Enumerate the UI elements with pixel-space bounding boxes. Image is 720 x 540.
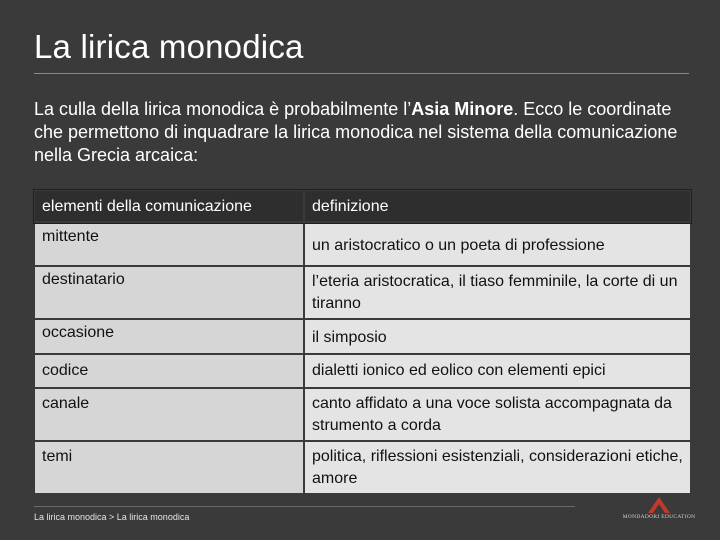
row-key: mittente: [34, 223, 304, 267]
intro-text-before: La culla della lirica monodica è probabilmente l’: [34, 99, 412, 119]
table-header-row: [34, 190, 691, 223]
table-row: [34, 354, 691, 388]
title-divider: [34, 73, 689, 74]
intro-paragraph: [34, 98, 684, 167]
slide-title: La lirica monodica: [34, 28, 304, 65]
row-key: occasione: [34, 319, 304, 354]
row-value: politica, riflessioni esistenziali, considerazioni etiche, amore: [304, 441, 691, 494]
row-value: un aristocratico o un poeta di professione: [304, 223, 691, 267]
communication-table: [33, 189, 692, 495]
row-key: temi: [34, 441, 304, 494]
footer-breadcrumb: La lirica monodica > La lirica monodica: [34, 512, 190, 522]
logo-text: MONDADORI EDUCATION: [622, 514, 696, 520]
mondadori-logo-icon: [648, 497, 670, 513]
footer-divider: [34, 506, 575, 507]
row-value: il simposio: [304, 319, 691, 354]
table-row: [34, 223, 691, 267]
row-key: codice: [34, 354, 304, 388]
table-row: [34, 388, 691, 441]
table-row: [34, 266, 691, 319]
intro-highlight: Asia Minore: [411, 99, 514, 119]
row-key: destinatario: [34, 266, 304, 319]
header-definition: definizione: [304, 190, 691, 223]
row-key: canale: [34, 388, 304, 441]
table-row: [34, 441, 691, 494]
header-elements: elementi della comunicazione: [34, 190, 304, 223]
table-row: [34, 319, 691, 354]
row-value: l’eteria aristocratica, il tiaso femminile, la corte di un tiranno: [304, 266, 691, 319]
row-value: dialetti ionico ed eolico con elementi epici: [304, 354, 691, 388]
row-value: canto affidato a una voce solista accompagnata da strumento a corda: [304, 388, 691, 441]
publisher-logo: [617, 497, 701, 525]
intro-text-after: . Ecco le coordinate che permettono di inquadrare la lirica monodica nel sistema della comunicazione nella Grecia arcaica:: [34, 99, 678, 165]
